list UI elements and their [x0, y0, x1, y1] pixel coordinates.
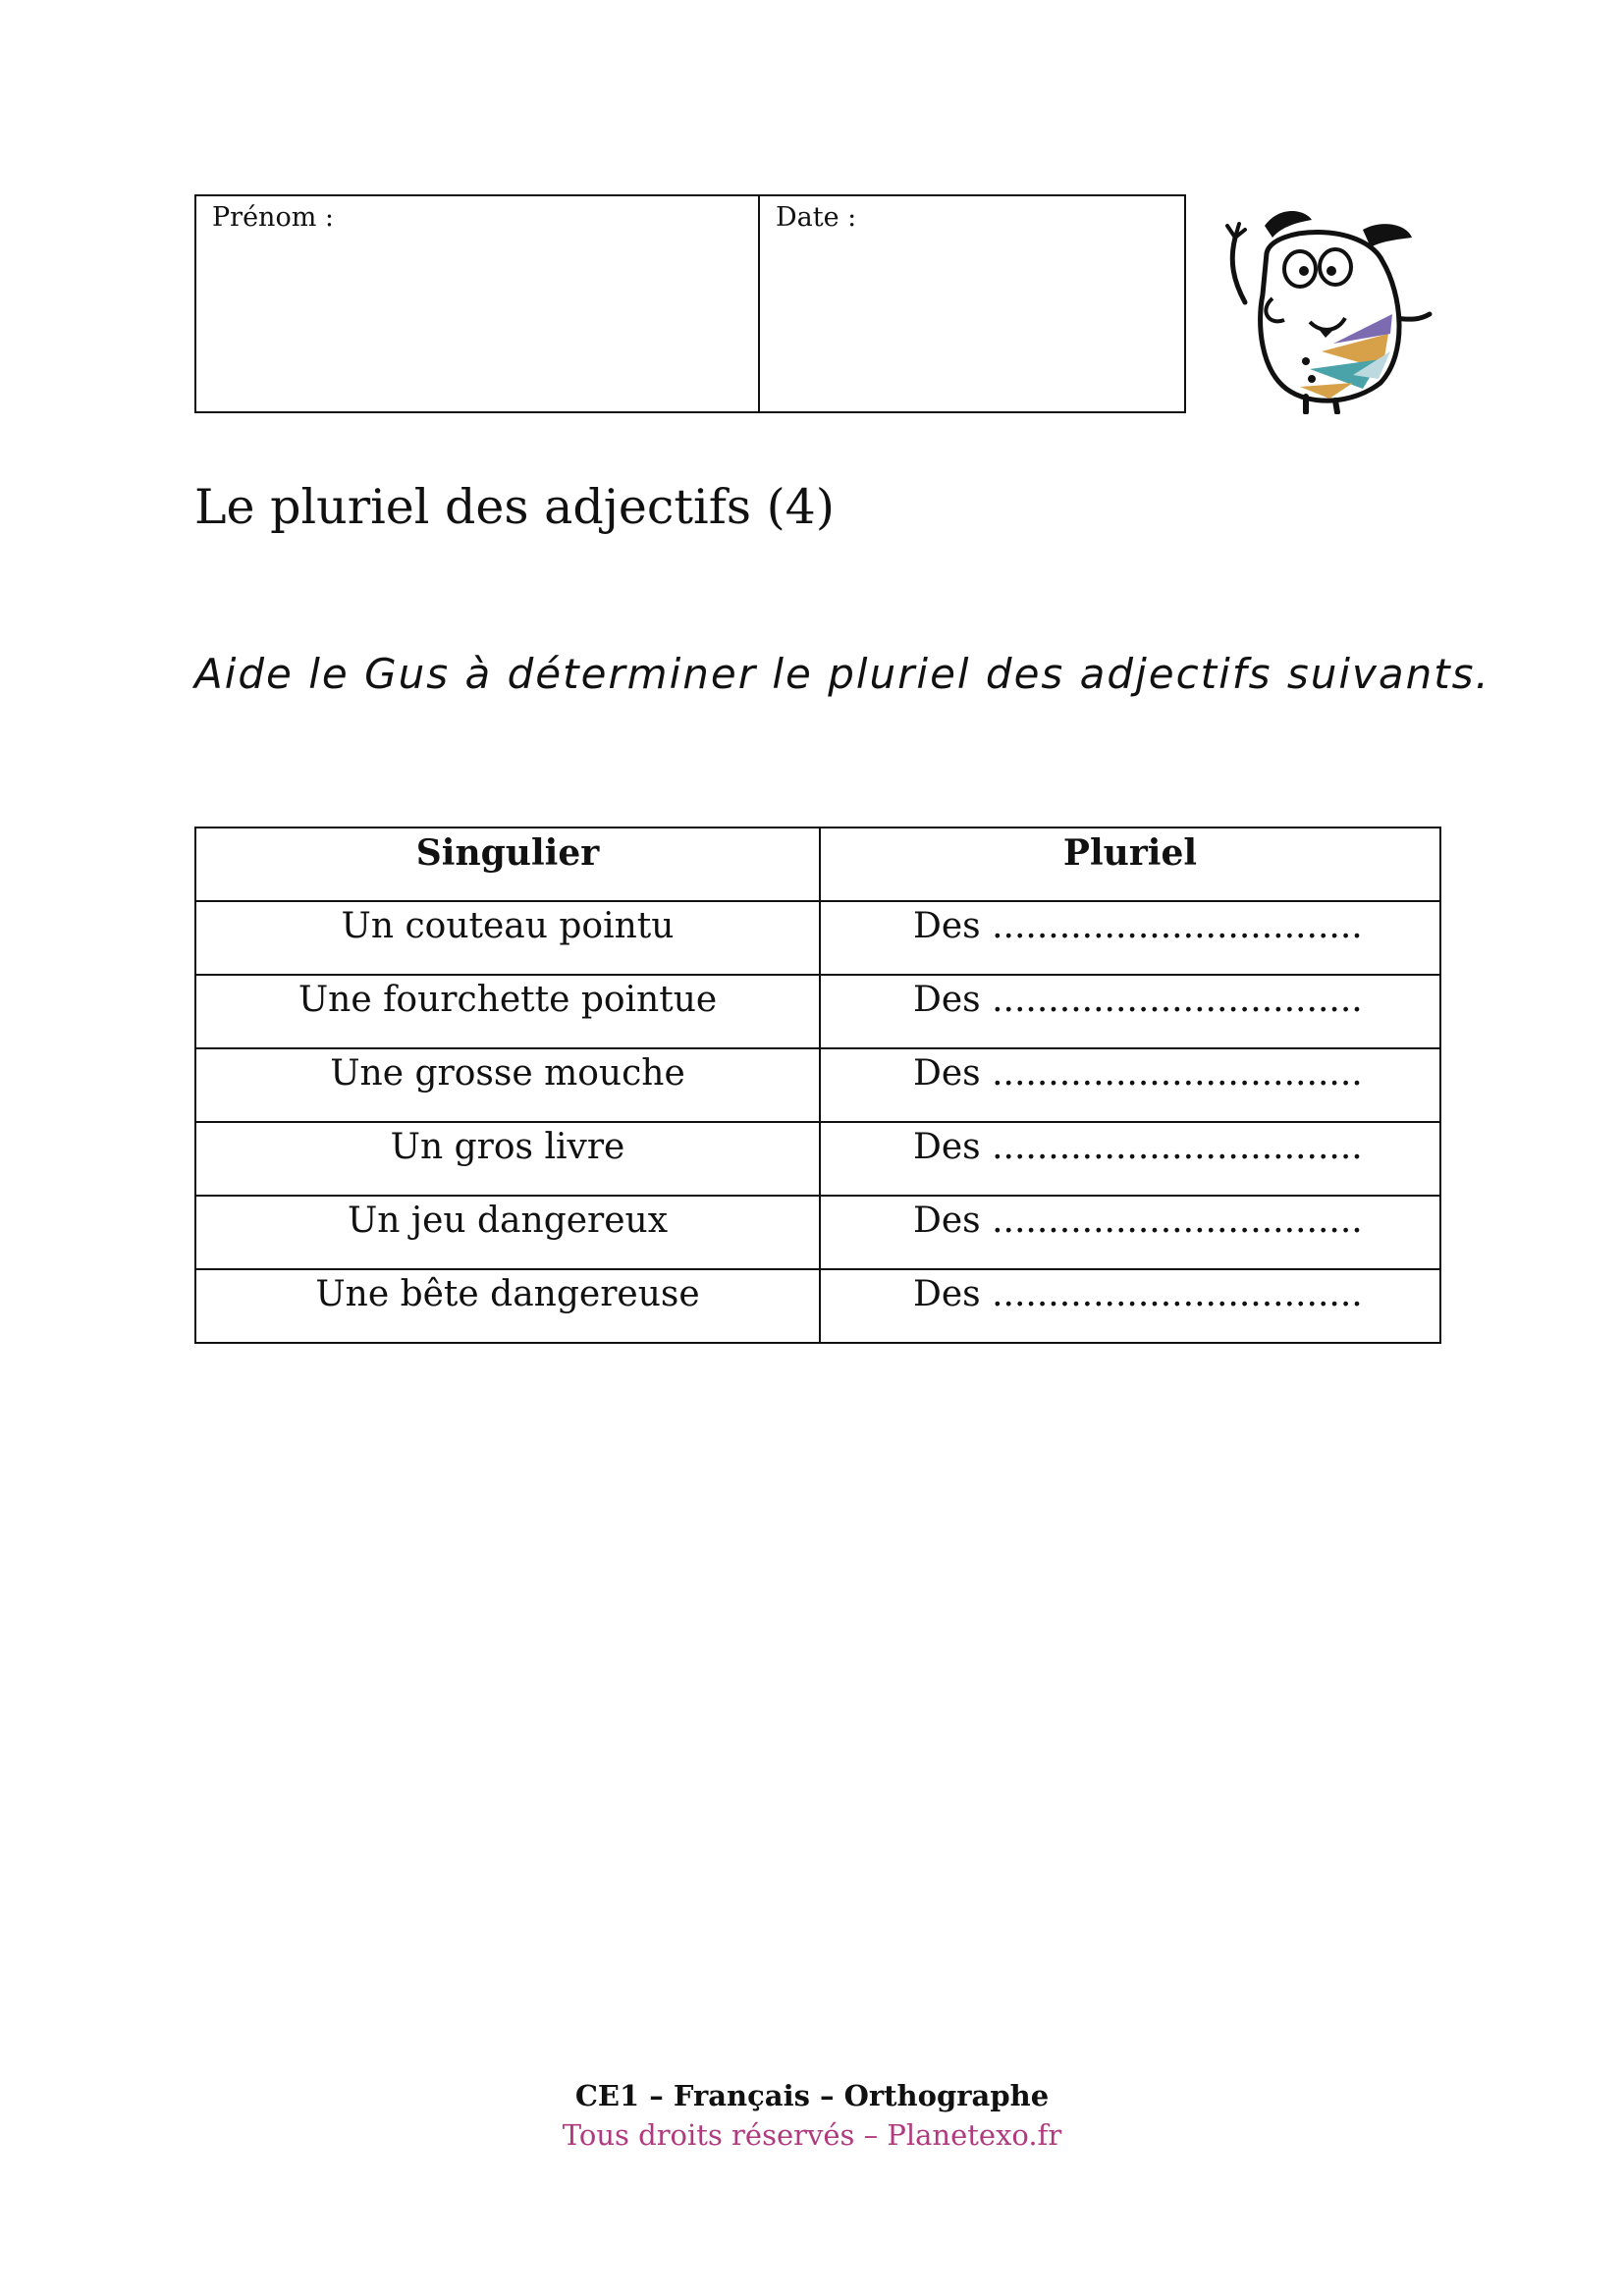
plural-answer-cell[interactable]: Des ................................. — [820, 1196, 1440, 1269]
table-row — [195, 1122, 1440, 1196]
singular-cell: Un couteau pointu — [195, 901, 820, 975]
prenom-label: Prénom : — [212, 202, 334, 233]
column-header-pluriel: Pluriel — [820, 828, 1440, 901]
gus-mascot-icon — [1216, 196, 1434, 414]
plural-answer-cell[interactable]: Des ................................. — [820, 975, 1440, 1048]
plural-answer-cell[interactable]: Des ................................. — [820, 1122, 1440, 1196]
singular-cell: Une bête dangereuse — [195, 1269, 820, 1343]
plural-answer-cell[interactable]: Des ................................. — [820, 901, 1440, 975]
column-header-singulier: Singulier — [195, 828, 820, 901]
exercise-instruction: Aide le Gus à déterminer le pluriel des adjectifs suivants. — [194, 650, 1490, 698]
date-label: Date : — [776, 202, 857, 233]
table-row — [195, 1196, 1440, 1269]
singular-cell: Une fourchette pointue — [195, 975, 820, 1048]
table-row — [195, 1269, 1440, 1343]
date-field[interactable] — [760, 196, 1184, 411]
table-row — [195, 975, 1440, 1048]
plural-answer-cell[interactable]: Des ................................. — [820, 1048, 1440, 1122]
footer-copyright: Tous droits réservés – Planetexo.fr — [562, 2118, 1062, 2152]
prenom-field[interactable] — [196, 196, 760, 411]
table-row — [195, 901, 1440, 975]
table-row — [195, 1048, 1440, 1122]
student-info-box — [194, 194, 1186, 413]
singular-cell: Un gros livre — [195, 1122, 820, 1196]
singular-cell: Un jeu dangereux — [195, 1196, 820, 1269]
singular-cell: Une grosse mouche — [195, 1048, 820, 1122]
plural-answer-cell[interactable]: Des ................................. — [820, 1269, 1440, 1343]
footer-subject: CE1 – Français – Orthographe — [574, 2079, 1050, 2112]
page-title: Le pluriel des adjectifs (4) — [194, 479, 835, 535]
table-header-row — [195, 828, 1440, 901]
adjectives-table — [194, 827, 1441, 1344]
